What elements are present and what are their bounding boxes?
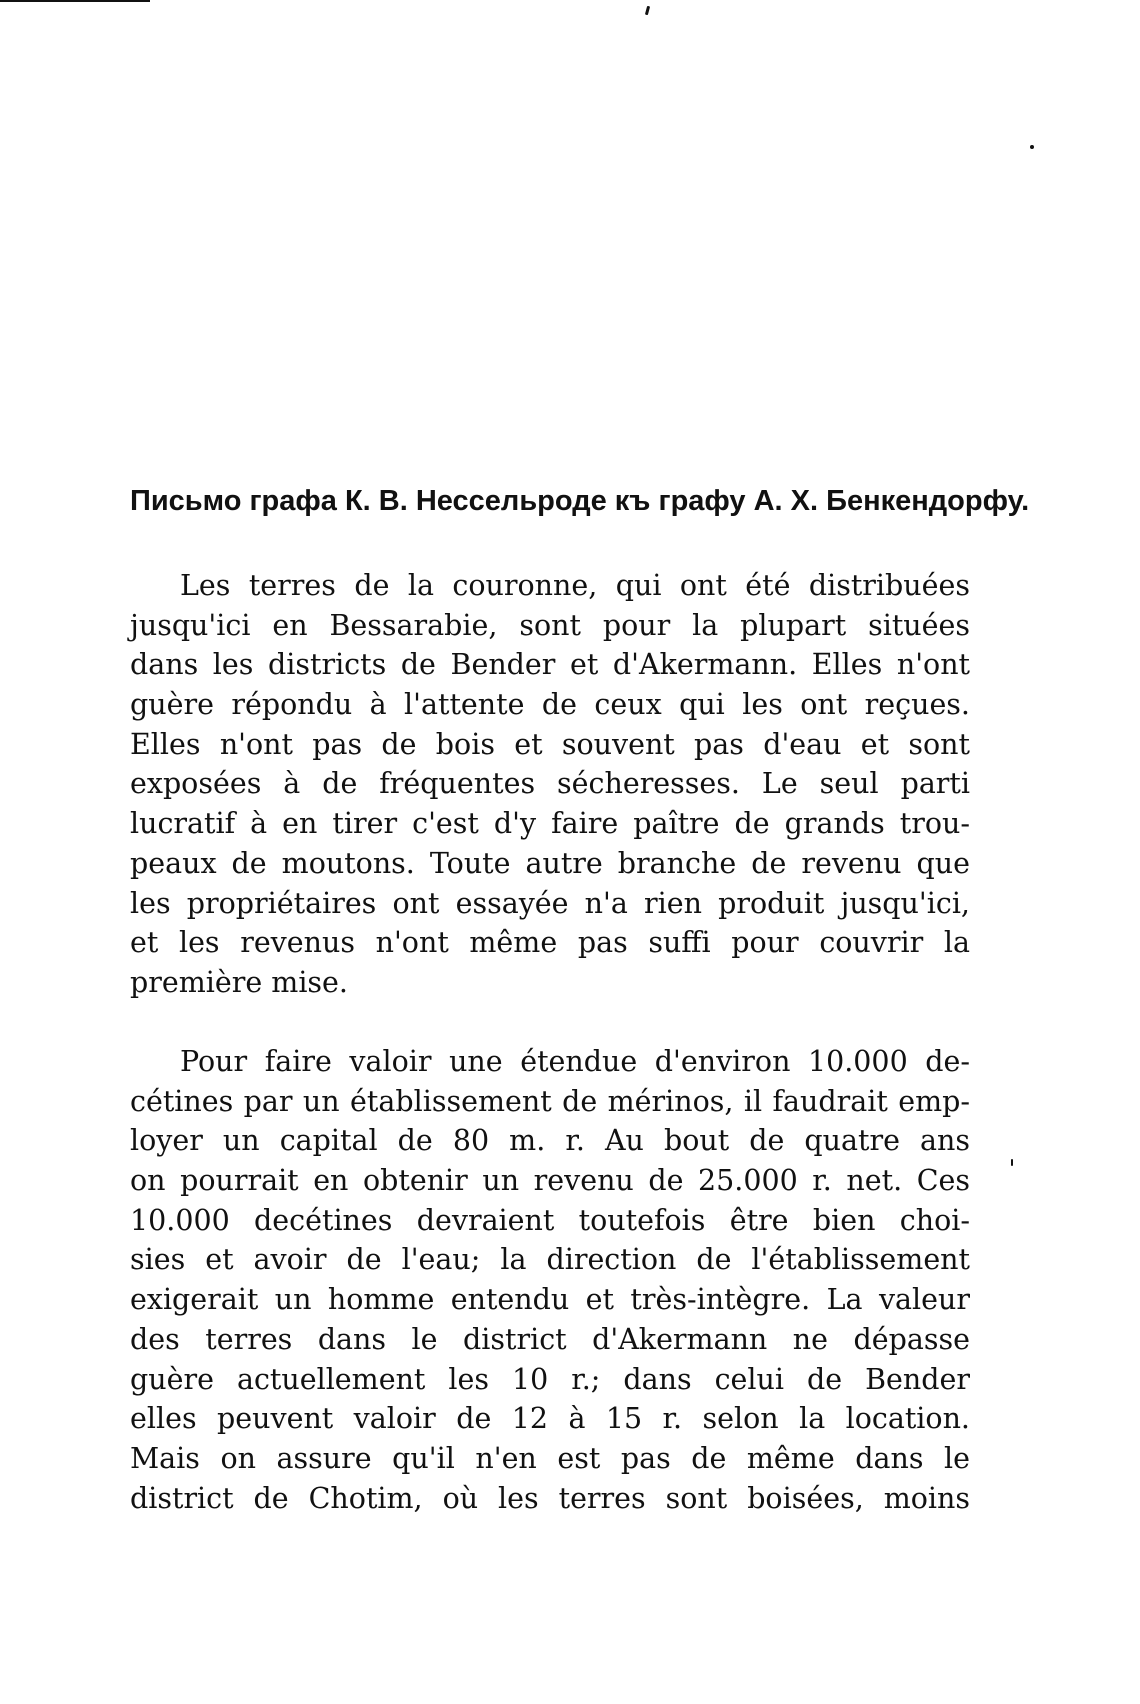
text-line: jusqu'ici en Bessarabie, sont pour la plupart situées — [130, 608, 970, 642]
text-line: les propriétaires ont essayée n'a rien produit jusqu'ici, — [130, 886, 970, 920]
text-line: Pour faire valoir une étendue d'environ 10.000 de- — [180, 1045, 970, 1078]
print-speck — [645, 6, 650, 15]
letter-heading: Письмо графа К. В. Нессельроде къ графу А. Х. Бенкендорфу. — [130, 485, 1030, 517]
print-speck — [1030, 145, 1034, 149]
text-line: première mise. — [130, 965, 348, 999]
text-line: des terres dans le district d'Akermann ne dépasse — [130, 1322, 970, 1356]
text-line: peaux de moutons. Toute autre branche de revenu que — [130, 846, 970, 880]
text-line: sies et avoir de l'eau; la direction de l'établissement — [130, 1243, 970, 1277]
text-line: lucratif à en tirer c'est d'y faire paître de grands trou- — [130, 807, 970, 841]
text-line: exposées à de fréquentes sécheresses. Le seul parti — [130, 767, 970, 801]
text-line: Elles n'ont pas de bois et souvent pas d'eau et sont — [130, 727, 970, 761]
text-line: Les terres de la couronne, qui ont été distribuées — [180, 569, 970, 602]
top-rule — [0, 0, 150, 2]
text-line: loyer un capital de 80 m. r. Au bout de quatre ans — [130, 1124, 970, 1158]
text-line: dans les districts de Bender et d'Akermann. Elles n'ont — [130, 648, 970, 682]
text-line: 10.000 decétines devraient toutefois être bien choi- — [130, 1203, 970, 1237]
text-line: et les revenus n'ont même pas suffi pour couvrir la — [130, 926, 970, 960]
print-speck — [1011, 1159, 1013, 1166]
paragraph-1 — [130, 566, 970, 1003]
text-line: elles peuvent valoir de 12 à 15 r. selon la location. — [130, 1402, 970, 1436]
text-line: Mais on assure qu'il n'en est pas de même dans le — [130, 1441, 970, 1475]
text-line: guère actuellement les 10 r.; dans celui de Bender — [130, 1362, 970, 1396]
text-line: on pourrait en obtenir un revenu de 25.000 r. net. Ces — [130, 1164, 970, 1198]
text-line: district de Chotim, où les terres sont boisées, moins — [130, 1481, 970, 1515]
text-line: exigerait un homme entendu et très-intègre. La valeur — [130, 1283, 970, 1317]
text-line: cétines par un établissement de mérinos, il faudrait emp- — [130, 1084, 970, 1118]
paragraph-2 — [130, 1042, 970, 1518]
text-line: guère répondu à l'attente de ceux qui les ont reçues. — [130, 688, 970, 722]
